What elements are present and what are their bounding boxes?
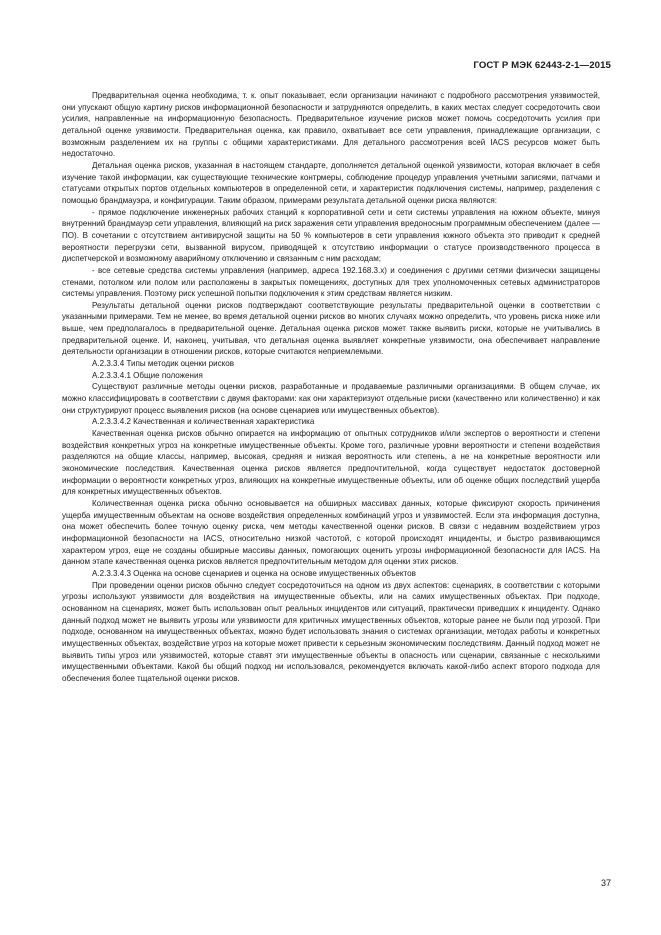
paragraph: При проведении оценки рисков обычно следует сосредоточиться на одном из двух аспектов: сценариях, в соответствии с которыми угрозы используют уязвимости для воздействия на имущественные объекты, или на самих имущественных объектах. При подходе, основанном на сценариях, может быть использован опыт реальных инцидентов или ситуаций, практически приведших к инциденту. Однако данный подход может не выявить угрозы или уязвимости для критичных имущественных объектов, которые ранее не были под угрозой. При подходе, основанном на имущественных объектах, можно будет использовать знания о системах организации, методах работы и конкретных имущественных объектах, воздействие угроз на которые может привести к серьезным экономическим последствиям. Данный подход может не выявить типы угроз или уязвимостей, которые ставят эти имущественные объекты в опасность или сценарии, связанные с несколькими имущественными объектами. Какой бы общий подход ни использовался, рекомендуется включать какой-либо аспект второго подхода для обеспечения более тщательной оценки рисков. bbox=[62, 580, 600, 683]
document-header: ГОСТ Р МЭК 62443-2-1—2015 bbox=[473, 60, 611, 71]
page-number: 37 bbox=[600, 878, 611, 888]
bullet-paragraph: - прямое подключение инженерных рабочих станций к корпоративной сети и сети системы управления на южном объекте, минуя внутренний брандмауэр сети управления, влияющий на риск заражения сети управления вредоносным программным обеспечением (далее — ПО). В сочетании с отсутствием антивирусной защиты на 50 % компьютеров в сети управления южного объекта это приводит к средней вероятности перегрузки сети, вызванной вирусом, приводящей к отсутствию информации о статусе производственного процесса в диспетчерской и возможному аварийному отключению и связанным с ним расходам; bbox=[62, 207, 600, 264]
paragraph: Качественная оценка рисков обычно опирается на информацию от опытных сотрудников и/или экспертов о вероятности и степени воздействия конкретных угроз на конкретные имущественные объекты. Кроме того, различные уровни вероятности и степени воздействия разделяются на общие классы, например, высокая, средняя и низкая вероятность или степень, а не на конкретные вероятности или экономические последствия. Качественная оценка рисков является предпочтительной, когда существует недостаток достоверной информации о вероятности конкретных угроз, влияющих на конкретные имущественные объекты, или об оценке общих последствий ущерба для конкретных имущественных объектов. bbox=[62, 429, 600, 497]
paragraph: Результаты детальной оценки рисков подтверждают соответствующие результаты предварительной оценки в соответствии с указанными примерами. Тем не менее, во время детальной оценки рисков во многих случаях можно определить, что уровень риска ниже или выше, чем предполагалось в предварительной оценке. Детальная оценка рисков может также выявить риски, которые не учитывались в предварительной оценке. И, наконец, учитывая, что детальная оценка выявляет конкретные уязвимости, она обеспечивает направление деятельности организации в отношении рисков, которые считаются неприемлемыми. bbox=[62, 300, 600, 357]
section-heading: А.2.3.3.4 Типы методик оценки рисков bbox=[92, 359, 234, 369]
section-heading: А.2.3.3.4.3 Оценка на основе сценариев и оценка на основе имущественных объектов bbox=[92, 568, 416, 578]
document-body bbox=[62, 90, 600, 684]
paragraph: Детальная оценка рисков, указанная в настоящем стандарте, дополняется детальной оценкой уязвимости, которая включает в себя изучение такой информации, как существующие технические контрмеры, соблюдение процедур управления учетными записями, патчами и статусами открытых портов отдельных компьютеров в определенной сети, и характеристик подключения системы, например, разделения с помощью брандмауэра, и конфигурации. Таким образом, примерами результата детальной оценки риска являются: bbox=[62, 160, 600, 205]
section-heading: А.2.3.3.4.1 Общие положения bbox=[92, 370, 203, 380]
bullet-paragraph: - все сетевые средства системы управления (например, адреса 192.168.3.x) и соединения с другими сетями физически защищены стенами, потолком или полом или расположены в закрытых помещениях, доступных для трех уполномоченных сетевых администраторов системы управления. Поэтому риск успешной попытки подключения к этим средствам является низким. bbox=[62, 265, 600, 299]
paragraph: Предварительная оценка необходима, т. к. опыт показывает, если организации начинают с подробного рассмотрения уязвимостей, они упускают общую картину рисков информационной безопасности и затрудняются определить, в каких местах следует сосредоточить свои усилия, направленные на информационную безопасность. Предварительное изучение рисков может помочь сосредоточить усилия при детальной оценке уязвимости. Предварительная оценка, как правило, охватывает все сети управления, принадлежащие организации, с возможным разделением их на группы с общими характеристиками. Для детального рассмотрения всей IACS ресурсов может быть недостаточно. bbox=[62, 91, 600, 159]
section-heading: А.2.3.3.4.2 Качественная и количественная характеристика bbox=[92, 417, 315, 427]
paragraph: Существуют различные методы оценки рисков, разработанные и продаваемые различными организациями. В общем случае, их можно классифицировать в соответствии с двумя факторами: как они характеризуют отдельные риски (качественно или количественно) и как они структурируют процесс выявления рисков (на основе сценариев или имущественных объектов). bbox=[62, 382, 600, 415]
paragraph: Количественная оценка риска обычно основывается на обширных массивах данных, которые фиксируют скорость причинения ущерба имущественным объектам на основе воздействия определенных комбинаций угроз и уязвимостей. Если эта информация доступна, она может обеспечить более точную оценку риска, чем методы качественной оценки рисков. В связи с недавним воздействием угроз информационной безопасности на IACS, относительно низкой частотой, с которой происходят инциденты, и быстро развивающимся характером угроз, еще не созданы обширные массивы данных, помогающих оценить угрозы информационной безопасности для IACS. На данном этапе качественная оценка рисков является предпочтительным методом для оценки этих рисков. bbox=[62, 498, 600, 567]
